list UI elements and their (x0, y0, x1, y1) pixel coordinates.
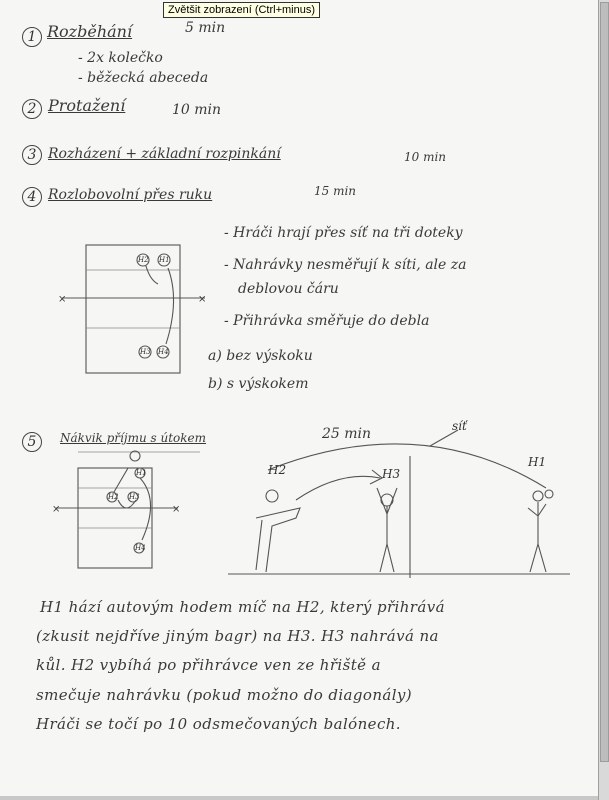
section-title: Protažení (48, 96, 126, 115)
paragraph-line: kůl. H2 vybíhá po přihrávce ven ze hřiště a (36, 656, 381, 674)
scrollbar-thumb[interactable] (600, 2, 609, 762)
section-duration: 15 min (314, 184, 357, 198)
player-marker: H2 (108, 493, 119, 501)
zoom-tooltip: Zvětšit zobrazení (Ctrl+minus) (163, 2, 320, 18)
note-line: - Nahrávky nesměřují k síti, ale za (224, 257, 467, 273)
player-marker: H4 (158, 348, 169, 356)
paragraph-line: Hráči se točí po 10 odsmečovaných balónech. (36, 715, 401, 733)
net-label: síť (452, 419, 467, 433)
paragraph-line: smečuje nahrávku (pokud možno do diagonály) (36, 686, 413, 704)
svg-text:×: × (52, 504, 61, 515)
section-duration: 10 min (404, 150, 447, 164)
player-marker: H3 (129, 493, 140, 501)
section-title: Rozběhání (47, 22, 133, 41)
paragraph-line: H1 hází autovým hodem míč na H2, který přihrává (40, 598, 445, 616)
note-line: - Hráči hrají přes síť na tři doteky (224, 225, 463, 241)
vertical-scrollbar[interactable] (598, 0, 609, 800)
sketch-label: H1 (528, 455, 547, 469)
section-duration: 10 min (172, 102, 222, 118)
section-number: 1 (22, 27, 42, 47)
section-number: 5 (22, 432, 42, 452)
player-marker: H1 (136, 469, 147, 477)
list-item: - běžecká abeceda (78, 70, 209, 86)
svg-text:×: × (172, 504, 181, 515)
section-title: Rozházení + základní rozpinkání (48, 146, 281, 162)
player-marker: H1 (159, 256, 170, 264)
note-line: deblovou čáru (238, 281, 339, 297)
list-item: - 2x kolečko (78, 50, 163, 66)
player-marker: H4 (135, 544, 146, 552)
svg-text:×: × (198, 294, 207, 305)
paragraph-line: (zkusit nejdříve jiným bagr) na H3. H3 nahrává na (36, 627, 439, 645)
option-item: b) s výskokem (208, 376, 309, 392)
section-title: Rozlobovolní přes ruku (48, 187, 213, 203)
section-title: Nákvik příjmu s útokem (60, 431, 207, 445)
option-item: a) bez výskoku (208, 348, 313, 364)
note-line: - Přihrávka směřuje do debla (224, 313, 430, 329)
section-number: 4 (22, 187, 42, 207)
section-number: 3 (22, 145, 42, 165)
section-number: 2 (22, 99, 42, 119)
player-marker: H3 (140, 348, 151, 356)
section-duration: 5 min (185, 20, 226, 36)
sketch-label: H2 (268, 463, 287, 477)
section-duration: 25 min (322, 426, 372, 442)
svg-text:×: × (58, 294, 67, 305)
player-marker: H2 (138, 256, 149, 264)
sketch-label: H3 (382, 467, 401, 481)
